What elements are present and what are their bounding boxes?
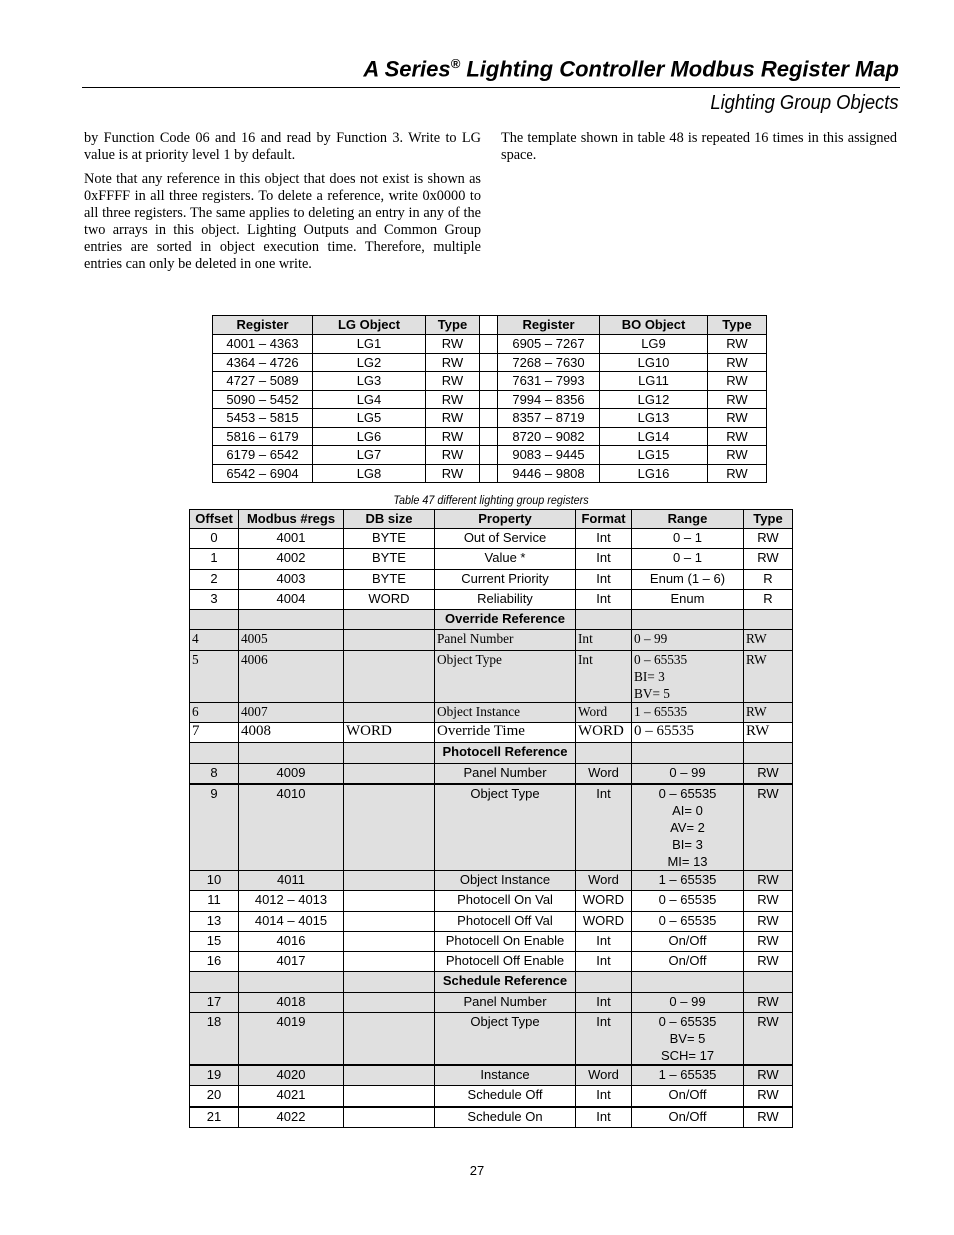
table-cell: 4017 [239,952,344,972]
table-cell: 15 [190,931,239,951]
table-row [213,409,767,428]
table-cell: Current Priority [435,569,576,589]
table-cell: 18 [190,1013,239,1066]
lighting-group-template-table [189,509,793,1128]
table-cell: RW [744,784,793,871]
table-cell [480,427,498,446]
table-cell [344,743,435,763]
table-cell: 6905 – 7267 [498,335,600,354]
table-cell: RW [744,911,793,931]
table-cell: 4016 [239,931,344,951]
table-cell: 4006 [239,650,344,702]
column-header: Property [435,510,576,529]
table-cell: Photocell Reference [435,743,576,763]
table-cell: 4014 – 4015 [239,911,344,931]
table-row [213,427,767,446]
column-header: Register [213,316,313,335]
table-cell: 0 – 1 [632,549,744,569]
table-cell: 4012 – 4013 [239,891,344,911]
table-cell: 4003 [239,569,344,589]
table-cell: 0 – 65535 [632,723,744,743]
table-cell: 2 [190,569,239,589]
table-cell [344,870,435,890]
table-cell: 1 – 65535 [632,702,744,722]
table-cell: Int [576,650,632,702]
table-row [213,372,767,391]
table-cell: On/Off [632,1107,744,1128]
table-row [190,630,793,650]
table-cell: Panel Number [435,992,576,1012]
paragraph: by Function Code 06 and 16 and read by Function 3. Write to LG value is at priority level 1 by default. [84,130,481,163]
table-cell: R [744,569,793,589]
table-cell: RW [744,931,793,951]
table-cell: Word [576,702,632,722]
table-cell: Object Type [435,784,576,871]
table-cell: Out of Service [435,529,576,549]
column-header: DB size [344,510,435,529]
table-cell [576,610,632,630]
table-cell: LG6 [313,427,426,446]
table-cell: Word [576,1065,632,1086]
table-cell [344,972,435,992]
table-cell: RW [708,446,767,465]
paragraph: The template shown in table 48 is repeated 16 times in this assigned space. [501,130,897,163]
table-cell: Int [576,630,632,650]
table-cell: WORD [576,891,632,911]
table-row [190,743,793,763]
column-header: Register [498,316,600,335]
table-cell: 4009 [239,763,344,784]
table-cell: Object Instance [435,870,576,890]
table-cell: 4011 [239,870,344,890]
table-cell: R [744,589,793,609]
table-cell [344,702,435,722]
table-cell: RW [708,464,767,483]
table-cell: 8720 – 9082 [498,427,600,446]
table-cell: RW [426,335,480,354]
table-cell: 4001 – 4363 [213,335,313,354]
table-row [190,1086,793,1107]
table-cell: 9 [190,784,239,871]
table-row [190,569,793,589]
table-cell: Int [576,931,632,951]
table-cell: RW [426,372,480,391]
table-cell [239,610,344,630]
table-cell: LG16 [600,464,708,483]
table-row [213,353,767,372]
table-cell: Photocell Off Enable [435,952,576,972]
lighting-group-registers-table [212,315,767,483]
table-cell: 6 [190,702,239,722]
left-column [84,130,481,280]
table-cell: 0 [190,529,239,549]
table-cell: 0 – 65535 [632,891,744,911]
table-cell: RW [744,870,793,890]
table-cell: Reliability [435,589,576,609]
table-cell: LG15 [600,446,708,465]
table-cell: 5453 – 5815 [213,409,313,428]
table-cell [344,610,435,630]
column-header: Type [708,316,767,335]
table-cell: Schedule Reference [435,972,576,992]
page-number: 27 [469,1163,485,1178]
table-cell: RW [744,650,793,702]
table-cell: 5816 – 6179 [213,427,313,446]
table-cell: 4022 [239,1107,344,1128]
table-cell: BYTE [344,529,435,549]
table-cell [480,390,498,409]
table-cell: On/Off [632,952,744,972]
table-row [190,952,793,972]
table-cell: 0 – 99 [632,763,744,784]
table-cell: RW [426,353,480,372]
page-title: A Series® Lighting Controller Modbus Register Map [363,56,899,82]
table-caption: Table 47 different lighting group registers [393,493,589,507]
table-cell: RW [708,390,767,409]
table-cell: RW [744,952,793,972]
table-row [190,870,793,890]
table-cell [480,409,498,428]
table-cell: Photocell Off Val [435,911,576,931]
table-row [190,610,793,630]
table-cell: Int [576,1107,632,1128]
table-cell: Object Instance [435,702,576,722]
table-cell: 4018 [239,992,344,1012]
table-cell: RW [708,372,767,391]
table-cell: LG2 [313,353,426,372]
table-cell: WORD [344,589,435,609]
table-row [190,992,793,1012]
table-cell: Panel Number [435,630,576,650]
table-cell: RW [744,1086,793,1107]
table-cell: LG9 [600,335,708,354]
table-cell: LG3 [313,372,426,391]
table-cell: LG13 [600,409,708,428]
table-cell: 9446 – 9808 [498,464,600,483]
table-cell: RW [744,992,793,1012]
table-row [190,931,793,951]
table-cell: WORD [344,723,435,743]
table-cell: Enum (1 – 6) [632,569,744,589]
table-cell [344,911,435,931]
table-cell: LG12 [600,390,708,409]
table-cell: 4005 [239,630,344,650]
column-header: Modbus #regs [239,510,344,529]
table-cell: 4019 [239,1013,344,1066]
table-cell: RW [426,409,480,428]
table-cell: RW [426,464,480,483]
table-cell: 8357 – 8719 [498,409,600,428]
table-cell [344,650,435,702]
table-cell: 7 [190,723,239,743]
table-cell [480,446,498,465]
table-cell: 4004 [239,589,344,609]
table-cell: LG4 [313,390,426,409]
table-cell: Int [576,529,632,549]
table-cell: LG7 [313,446,426,465]
table-cell: Word [576,870,632,890]
table-cell: RW [744,1065,793,1086]
table-cell: RW [744,702,793,722]
table-cell [239,743,344,763]
table-cell: Override Time [435,723,576,743]
table-row [213,335,767,354]
table-cell [480,372,498,391]
table-cell [344,784,435,871]
table-cell: On/Off [632,931,744,951]
table-row [213,464,767,483]
column-header: Type [744,510,793,529]
table-cell [480,464,498,483]
table-cell: Enum [632,589,744,609]
table-cell: 0 – 99 [632,630,744,650]
table-cell: Int [576,992,632,1012]
table-cell: RW [426,446,480,465]
table-cell: LG1 [313,335,426,354]
table-cell: Object Type [435,1013,576,1066]
table-cell: WORD [576,723,632,743]
column-header: Offset [190,510,239,529]
table-cell [744,743,793,763]
table-cell: 13 [190,911,239,931]
table-cell [632,972,744,992]
table-cell: 7631 – 7993 [498,372,600,391]
table-row [190,529,793,549]
table-cell: Int [576,952,632,972]
table-cell: RW [426,427,480,446]
table-cell: 0 – 1 [632,529,744,549]
paragraph: Note that any reference in this object that does not exist is shown as 0xFFFF in all three registers. To delete a reference, write 0x0000 to all three registers. The same applies to deleting an entry in any of the two arrays in this object. Lighting Outputs and Common Group entries are sorted in object execution time. Therefore, multiple entries can only be deleted in one write. [84,171,481,272]
table-cell [344,763,435,784]
table-cell: 0 – 99 [632,992,744,1012]
table-cell: Int [576,589,632,609]
table-row [190,891,793,911]
right-column [501,130,897,171]
table-cell: RW [708,427,767,446]
table-cell: Schedule On [435,1107,576,1128]
table-row [190,589,793,609]
table-row [190,723,793,743]
table-cell: LG8 [313,464,426,483]
table-cell: 4007 [239,702,344,722]
table-cell [632,743,744,763]
table-cell [344,952,435,972]
table-cell: 4001 [239,529,344,549]
table-cell: 0 – 65535 BI= 3 BV= 5 [632,650,744,702]
table-cell [344,891,435,911]
table-cell: 20 [190,1086,239,1107]
table-row [190,1013,793,1066]
table-cell: 1 – 65535 [632,870,744,890]
table-cell: LG14 [600,427,708,446]
section-title: Lighting Group Objects [710,92,899,114]
table-cell [344,931,435,951]
table-cell: RW [744,529,793,549]
table-cell: 6542 – 6904 [213,464,313,483]
column-header: Type [426,316,480,335]
table-cell [190,610,239,630]
table-cell: Int [576,1086,632,1107]
table-cell: BYTE [344,549,435,569]
table-row [190,911,793,931]
table-cell: 1 [190,549,239,569]
table-cell [239,972,344,992]
table-cell: Int [576,569,632,589]
table-cell: RW [744,1013,793,1066]
table-cell: Panel Number [435,763,576,784]
table-cell [344,1107,435,1128]
table-cell: Photocell On Enable [435,931,576,951]
table-row [213,390,767,409]
table-cell: 0 – 65535 [632,911,744,931]
table-cell: 10 [190,870,239,890]
table-cell: 4020 [239,1065,344,1086]
table-row [213,446,767,465]
table-cell [190,972,239,992]
table-cell [576,972,632,992]
table-cell [344,992,435,1012]
table-cell: RW [744,630,793,650]
table-row [190,1107,793,1128]
table-row [190,1065,793,1086]
table-cell: 6179 – 6542 [213,446,313,465]
table-cell: Int [576,1013,632,1066]
table-cell [576,743,632,763]
table-cell [744,610,793,630]
table-cell: 7994 – 8356 [498,390,600,409]
table-row [190,972,793,992]
table-cell: 4364 – 4726 [213,353,313,372]
table-cell: RW [426,390,480,409]
table-cell: 3 [190,589,239,609]
table-cell: 0 – 65535 BV= 5 SCH= 17 [632,1013,744,1066]
table-cell: 4727 – 5089 [213,372,313,391]
table-cell: 4008 [239,723,344,743]
table-cell: Int [576,549,632,569]
table-cell: 5090 – 5452 [213,390,313,409]
table-cell [744,972,793,992]
table-cell: 0 – 65535 AI= 0 AV= 2 BI= 3 MI= 13 [632,784,744,871]
table-cell: 4010 [239,784,344,871]
column-header [480,316,498,335]
table-cell: RW [744,723,793,743]
table-row [190,784,793,871]
table-cell: BYTE [344,569,435,589]
table-cell: 5 [190,650,239,702]
table-cell: 9083 – 9445 [498,446,600,465]
table-row [190,763,793,784]
column-header: Format [576,510,632,529]
table-cell: RW [708,353,767,372]
table-cell: 4021 [239,1086,344,1107]
table-cell: Override Reference [435,610,576,630]
table-cell: RW [744,549,793,569]
table-cell: 1 – 65535 [632,1065,744,1086]
column-header: Range [632,510,744,529]
table-cell [632,610,744,630]
table-cell: On/Off [632,1086,744,1107]
table-cell: Photocell On Val [435,891,576,911]
table-cell [344,1065,435,1086]
table-cell [190,743,239,763]
table-cell: 17 [190,992,239,1012]
table-cell: LG10 [600,353,708,372]
table-cell: WORD [576,911,632,931]
table-cell: RW [744,1107,793,1128]
table-cell: LG11 [600,372,708,391]
table-cell: 11 [190,891,239,911]
column-header: LG Object [313,316,426,335]
table-cell: 4002 [239,549,344,569]
table-cell: RW [708,409,767,428]
table-cell: 4 [190,630,239,650]
table-cell [344,1086,435,1107]
table-cell [480,335,498,354]
table-cell: Instance [435,1065,576,1086]
table-row [190,549,793,569]
table-cell: 16 [190,952,239,972]
table-cell: Word [576,763,632,784]
table-cell: RW [744,891,793,911]
header-rule [82,87,900,88]
column-header: BO Object [600,316,708,335]
table-cell: Value * [435,549,576,569]
table-cell [344,630,435,650]
table-cell: Object Type [435,650,576,702]
table-cell: 19 [190,1065,239,1086]
table-cell [480,353,498,372]
table-cell: 8 [190,763,239,784]
table-cell: RW [744,763,793,784]
table-cell [344,1013,435,1066]
table-cell: Schedule Off [435,1086,576,1107]
table-cell: LG5 [313,409,426,428]
table-row [190,650,793,702]
table-cell: Int [576,784,632,871]
table-cell: 21 [190,1107,239,1128]
table-row [190,702,793,722]
table-cell: RW [708,335,767,354]
table-cell: 7268 – 7630 [498,353,600,372]
